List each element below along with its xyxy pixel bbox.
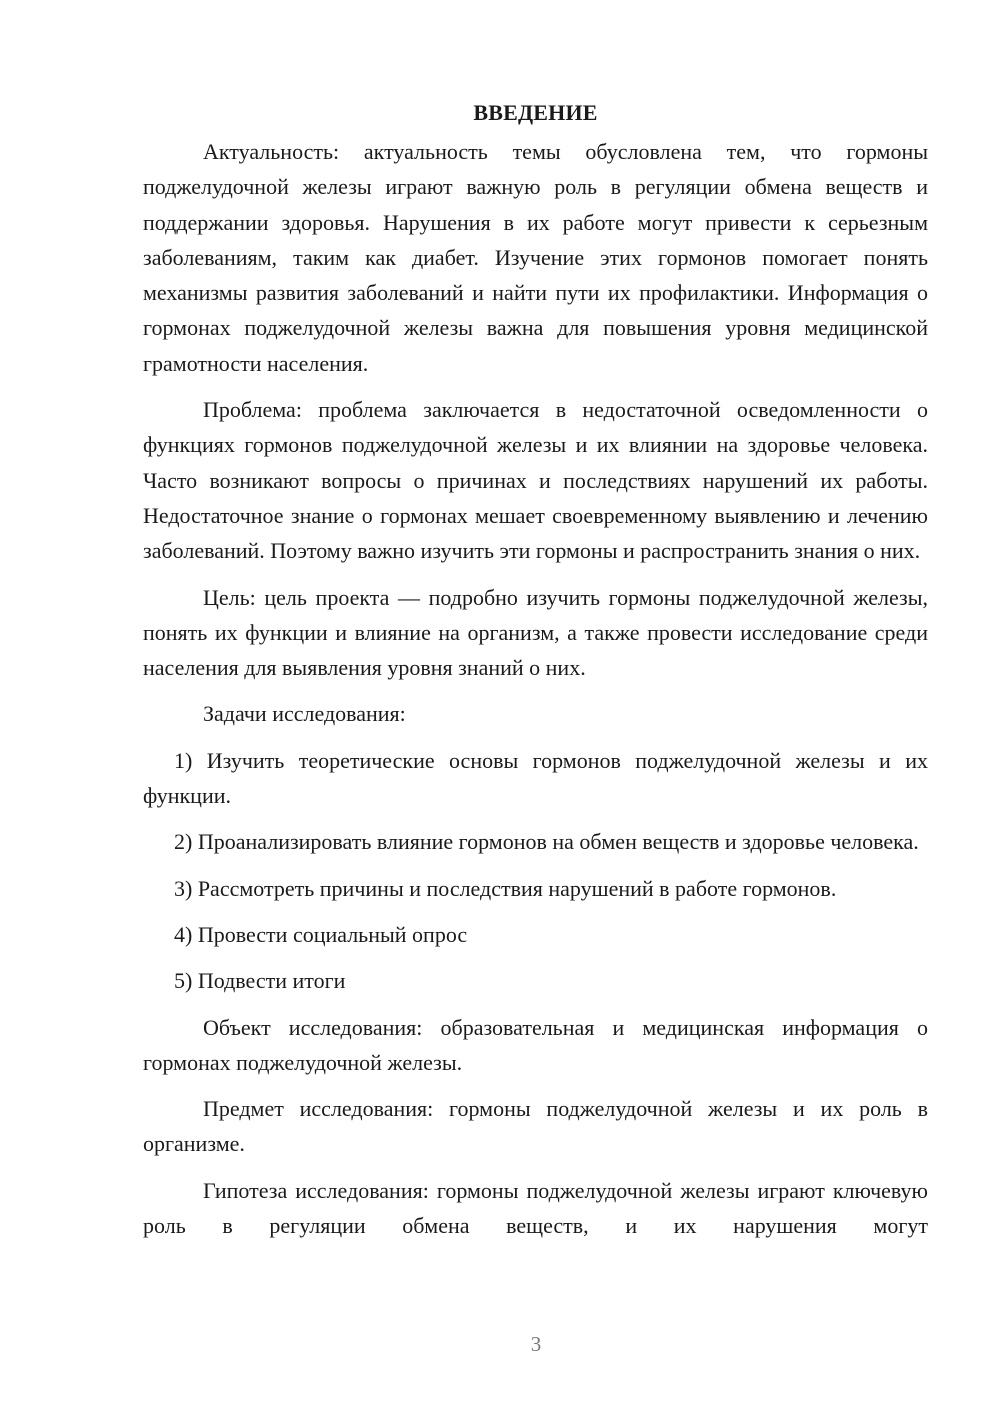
task-item-2: 2) Проанализировать влияние гормонов на обмен веществ и здоровье человека. [174,829,919,855]
subject-paragraph: Предмет исследования: гормоны поджелудочной железы и их роль в организме. [143,1096,928,1157]
task-item-5: 5) Подвести итоги [174,968,346,994]
relevance-paragraph: Актуальность: актуальность темы обусловлена тем, что гормоны поджелудочной железы играют важную роль в регуляции обмена веществ и поддержании здоровья. Нарушения в их работе могут привести к серьезным заболеваниям, таким как диабет. Изучение этих гормонов помогает понять механизмы развития заболеваний и найти пути их профилактики. Информация о гормонах поджелудочной железы важна для повышения уровня медицинской грамотности населения. [143,139,928,376]
page-content [143,95,928,1254]
goal-paragraph: Цель: цель проекта — подробно изучить гормоны поджелудочной железы, понять их функции и влияние на организм, а также провести исследование среди населения для выявления уровня знаний о них. [143,584,928,681]
hypothesis-paragraph: Гипотеза исследования: гормоны поджелудочной железы играют ключевую роль в регуляции обмена веществ, и их нарушения могут [143,1177,928,1239]
tasks-heading: Задачи исследования: [203,701,406,727]
page-number: 3 [530,1332,542,1356]
task-item-4: 4) Провести социальный опрос [174,921,468,947]
problem-paragraph: Проблема: проблема заключается в недостаточной осведомленности о функциях гормонов поджелудочной железы и их влиянии на здоровье человека. Часто возникают вопросы о причинах и последствиях нарушений их работы. Недостаточное знание о гормонах мешает своевременному выявлению и лечению заболеваний. Поэтому важно изучить эти гормоны и распространить знания о них. [143,397,928,564]
task-item-1: 1) Изучить теоретические основы гормонов поджелудочной железы и их функции. [143,747,928,809]
page-title: ВВЕДЕНИЕ [473,100,598,125]
object-paragraph: Объект исследования: образовательная и медицинская информация о гормонах поджелудочной железы. [143,1014,928,1075]
task-item-3: 3) Рассмотреть причины и последствия нарушений в работе гормонов. [174,875,837,901]
